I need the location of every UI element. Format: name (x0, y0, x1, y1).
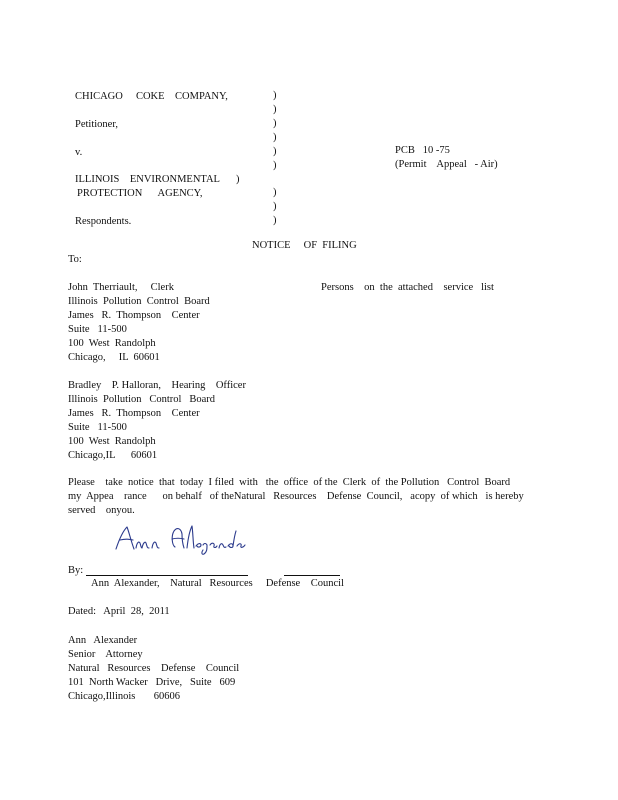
service-list-note: Persons on the attached service list (321, 282, 494, 293)
body-line: served onyou. (68, 505, 135, 516)
versus-label: v. (75, 147, 83, 158)
signature-block-line: Senior Attorney (68, 649, 143, 660)
caption-paren: ) (273, 215, 277, 226)
petitioner-role: Petitioner, (75, 119, 119, 130)
respondent-name-line-1: ILLINOIS ENVIRONMENTAL (75, 174, 220, 185)
date-line: Dated: April 28, 2011 (68, 606, 170, 617)
caption-paren: ) (273, 104, 277, 115)
signature-block-line: 101 North Wacker Drive, Suite 609 (68, 677, 236, 688)
document-title: NOTICE OF FILING (252, 240, 357, 251)
address-line: Chicago, IL 60601 (68, 352, 160, 363)
caption-paren: ) (273, 160, 277, 171)
handwritten-signature (112, 522, 247, 556)
caption-paren: ) (273, 132, 277, 143)
signature-line (86, 575, 248, 576)
caption-paren: ) (273, 118, 277, 129)
address-line: 100 West Randolph (68, 436, 156, 447)
address-line: John Therriault, Clerk (68, 282, 174, 293)
caption-paren: ) (273, 201, 277, 212)
caption-paren: ) (236, 174, 240, 185)
address-line: Bradley P. Halloran, Hearing Officer (68, 380, 246, 391)
respondent-name-line-2: PROTECTION AGENCY, (77, 188, 203, 199)
caption-paren: ) (273, 187, 277, 198)
signer-name: Ann Alexander, Natural Resources Defense Council (91, 578, 344, 589)
body-line: Please take notice that today I filed with the office of the Clerk of the Pollution Control Board (68, 477, 511, 488)
caption-paren: ) (273, 90, 277, 101)
address-line: Suite 11-500 (68, 422, 127, 433)
address-line: Suite 11-500 (68, 324, 127, 335)
signature-line (284, 575, 340, 576)
caption-paren: ) (273, 146, 277, 157)
by-label: By: (68, 565, 84, 576)
respondent-role: Respondents. (75, 216, 132, 227)
body-line: my Appea rance on behalf of theNatural Resources Defense Council, acopy of which is hereby (68, 491, 524, 502)
petitioner-name: CHICAGO COKE COMPANY, (75, 91, 228, 102)
case-type: (Permit Appeal - Air) (395, 159, 498, 170)
address-line: 100 West Randolph (68, 338, 156, 349)
to-label: To: (68, 254, 82, 265)
signature-block-line: Natural Resources Defense Council (68, 663, 240, 674)
case-number: PCB 10 -75 (395, 145, 450, 156)
address-line: Illinois Pollution Control Board (68, 296, 210, 307)
signature-block-line: Ann Alexander (68, 635, 138, 646)
address-line: Illinois Pollution Control Board (68, 394, 216, 405)
signature-block-line: Chicago,Illinois 60606 (68, 691, 180, 702)
address-line: Chicago,IL 60601 (68, 450, 158, 461)
address-line: James R. Thompson Center (68, 310, 200, 321)
address-line: James R. Thompson Center (68, 408, 200, 419)
